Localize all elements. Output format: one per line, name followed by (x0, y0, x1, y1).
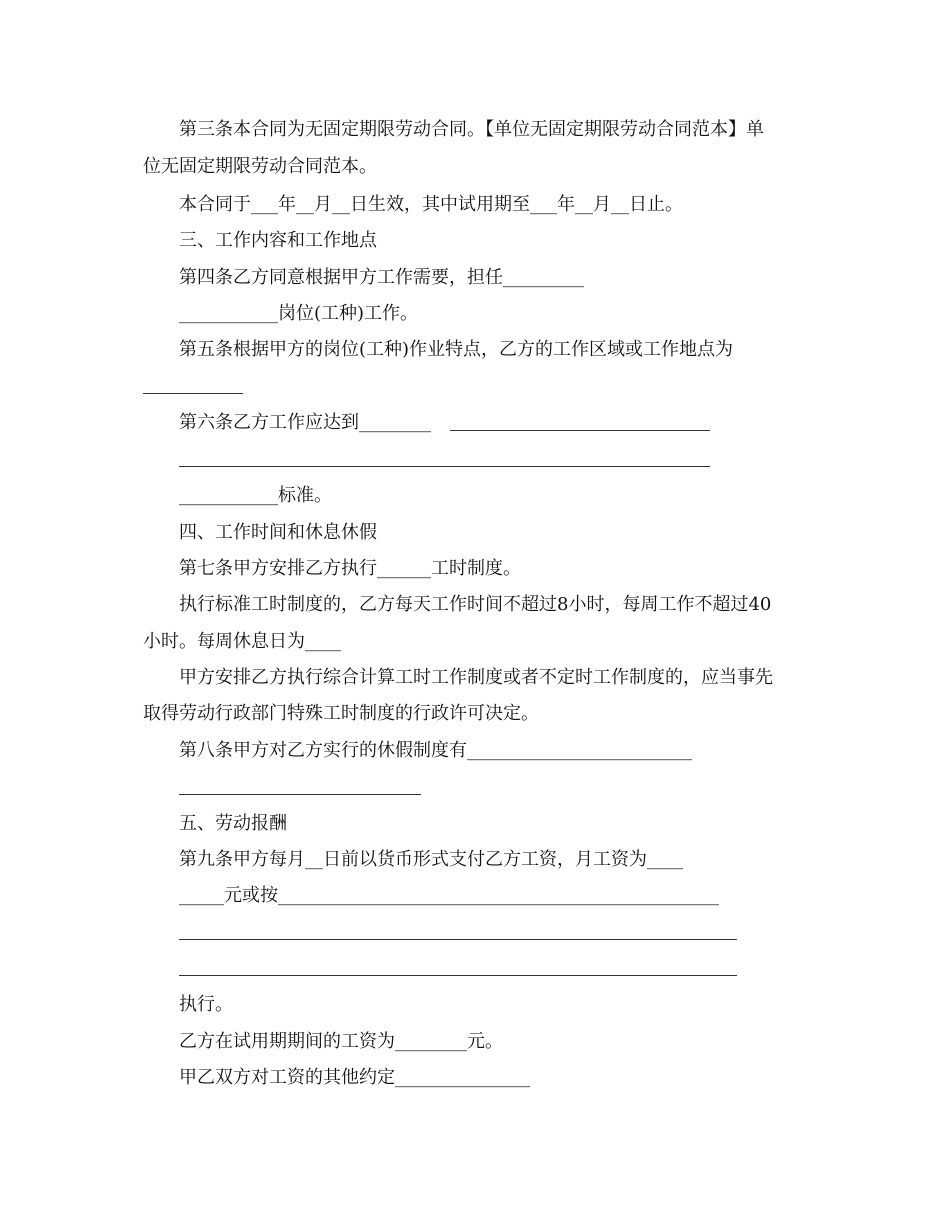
standard-hours-line-1: 执行标准工时制度的，乙方每天工作时间不超过8小时，每周工作不超过40 (179, 594, 772, 615)
probation-wage-text: 乙方在试用期期间的工资为________元。 (179, 1031, 503, 1052)
article-6-text: 第六条乙方工作应达到________ (179, 412, 431, 433)
special-hours-line-1: 甲方安排乙方执行综合计算工时工作制度或者不定时工作制度的，应当事先 (179, 667, 773, 688)
other-wage-terms-text: 甲乙双方对工资的其他约定_______________ (179, 1067, 530, 1088)
standard-hours-line-2: 小时。每周休息日为____ (143, 631, 341, 652)
article-9-end: 执行。 (179, 994, 233, 1015)
article-9-line-2: _____元或按_________________________________________________ (179, 885, 719, 906)
article-3-line-2: 位无固定期限劳动合同范本。 (143, 156, 377, 177)
article-8-text: 第八条甲方对乙方实行的休假制度有_________________________ (179, 740, 692, 761)
special-hours-line-2: 取得劳动行政部门特殊工时制度的行政许可决定。 (143, 703, 539, 724)
article-3-line-1: 第三条本合同为无固定期限劳动合同。【单位无固定期限劳动合同范本】单 (179, 119, 764, 140)
article-4-line-2: ___________岗位(工种)工作。 (179, 303, 419, 324)
article-5-text: 第五条根据甲方的岗位(工种)作业特点，乙方的工作区域或工作地点为 (179, 339, 734, 360)
section-4-heading: 四、工作时间和休息休假 (179, 522, 377, 543)
section-5-heading: 五、劳动报酬 (179, 813, 287, 834)
blank-line-vacation (179, 794, 421, 795)
blank-line-workplace (143, 393, 243, 394)
blank-line-standard-2 (179, 466, 710, 467)
blank-line-wage-1 (179, 939, 737, 940)
article-6-end: ___________标准。 (179, 485, 332, 506)
blank-line-standard-1 (450, 430, 710, 431)
effective-date-text: 本合同于___年__月__日生效，其中试用期至___年__月__日止。 (179, 194, 683, 215)
article-4-line-1: 第四条乙方同意根据甲方工作需要，担任_________ (179, 267, 584, 288)
article-9-line-1: 第九条甲方每月__日前以货币形式支付乙方工资，月工资为____ (179, 849, 683, 870)
section-3-heading: 三、工作内容和工作地点 (179, 230, 377, 251)
article-7-text: 第七条甲方安排乙方执行______工时制度。 (179, 558, 521, 579)
blank-line-wage-2 (179, 975, 737, 976)
